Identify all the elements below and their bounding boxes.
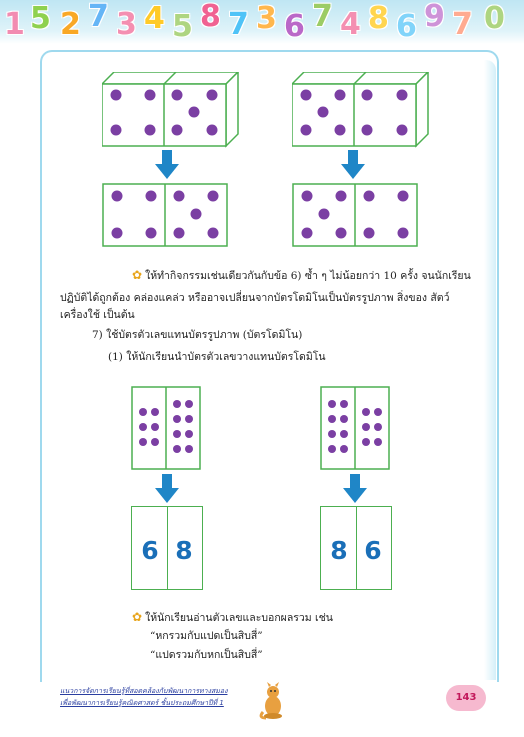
- number-card-digit: 6: [364, 536, 382, 565]
- domino-vertical-left: [131, 386, 201, 470]
- domino-vertical-right: [320, 386, 390, 470]
- instruction-line-2: ปฏิบัติได้ถูกต้อง คล่องแคล่ว หรืออาจเปลี่ยนจากบัตรโดมิโนเป็นบัตรรูปภาพ สิ่งของ สัตว์: [60, 292, 450, 304]
- banner-digit: 3: [116, 7, 137, 42]
- banner-digit: 8: [368, 1, 389, 36]
- page-number: 143: [446, 685, 486, 711]
- reading-quote-1: “หกรวมกับแปดเป็นสิบสี่”: [150, 630, 263, 642]
- step-7: 7) ใช้บัตรตัวเลขแทนบัตรรูปภาพ (บัตรโดมิโน): [92, 329, 303, 341]
- down-arrow-icon: [155, 474, 179, 504]
- instruction-line-3: เครื่องใช้ เป็นต้น: [60, 309, 135, 321]
- banner-digit: 4: [340, 7, 361, 42]
- number-card-digit: 6: [141, 536, 159, 565]
- number-card-digit: 8: [330, 536, 348, 565]
- domino-flat-left: [102, 183, 228, 247]
- banner-digit: 6: [396, 9, 417, 44]
- down-arrow-icon: [341, 150, 365, 180]
- reading-instruction: ✿ ให้นักเรียนอ่านตัวเลขและบอกผลรวม เช่น: [132, 610, 333, 624]
- number-banner: [0, 0, 524, 44]
- banner-digit: 7: [312, 0, 333, 34]
- banner-digit: 7: [228, 7, 249, 42]
- kangaroo-icon: [258, 682, 288, 720]
- banner-digit: 8: [200, 0, 221, 34]
- banner-digit: 7: [452, 7, 473, 42]
- reading-quote-2: “แปดรวมกับหกเป็นสิบสี่”: [150, 649, 263, 661]
- banner-digit: 5: [172, 9, 193, 44]
- number-card-digit: 8: [175, 536, 193, 565]
- instruction-line-1: ✿ ให้ทำกิจกรรมเช่นเดียวกันกับข้อ 6) ซ้ำ ๆ ไม่น้อยกว่า 10 ครั้ง จนนักเรียน: [132, 268, 471, 282]
- banner-digit: 2: [60, 7, 81, 42]
- number-card-left: [131, 506, 203, 590]
- step-7-1: (1) ให้นักเรียนนำบัตรตัวเลขวางแทนบัตรโดมิโน: [108, 351, 326, 363]
- frame-edge: [484, 60, 496, 680]
- banner-digit: 5: [30, 1, 51, 36]
- banner-digit: 6: [284, 9, 305, 44]
- flower-bullet-icon: ✿: [132, 268, 143, 282]
- banner-digit: 4: [144, 1, 165, 36]
- domino-3d-left: [102, 72, 242, 148]
- footer-line-2: เพื่อพัฒนาการเรียนรู้คณิตศาสตร์ ชั้นประถมศึกษาปีที่ 1: [60, 699, 224, 707]
- down-arrow-icon: [343, 474, 367, 504]
- flower-bullet-icon: ✿: [132, 610, 143, 624]
- banner-digit: 0: [484, 1, 505, 36]
- footer-line-1: แนวการจัดการเรียนรู้ที่สอดคล้องกับพัฒนาการทางสมอง: [60, 687, 228, 695]
- banner-digit: 1: [4, 7, 25, 42]
- domino-flat-right: [292, 183, 418, 247]
- banner-digit: 3: [256, 1, 277, 36]
- domino-3d-right: [292, 72, 432, 148]
- down-arrow-icon: [155, 150, 179, 180]
- banner-digit: 9: [424, 0, 445, 34]
- number-card-right: [320, 506, 392, 590]
- banner-digit: 7: [88, 0, 109, 34]
